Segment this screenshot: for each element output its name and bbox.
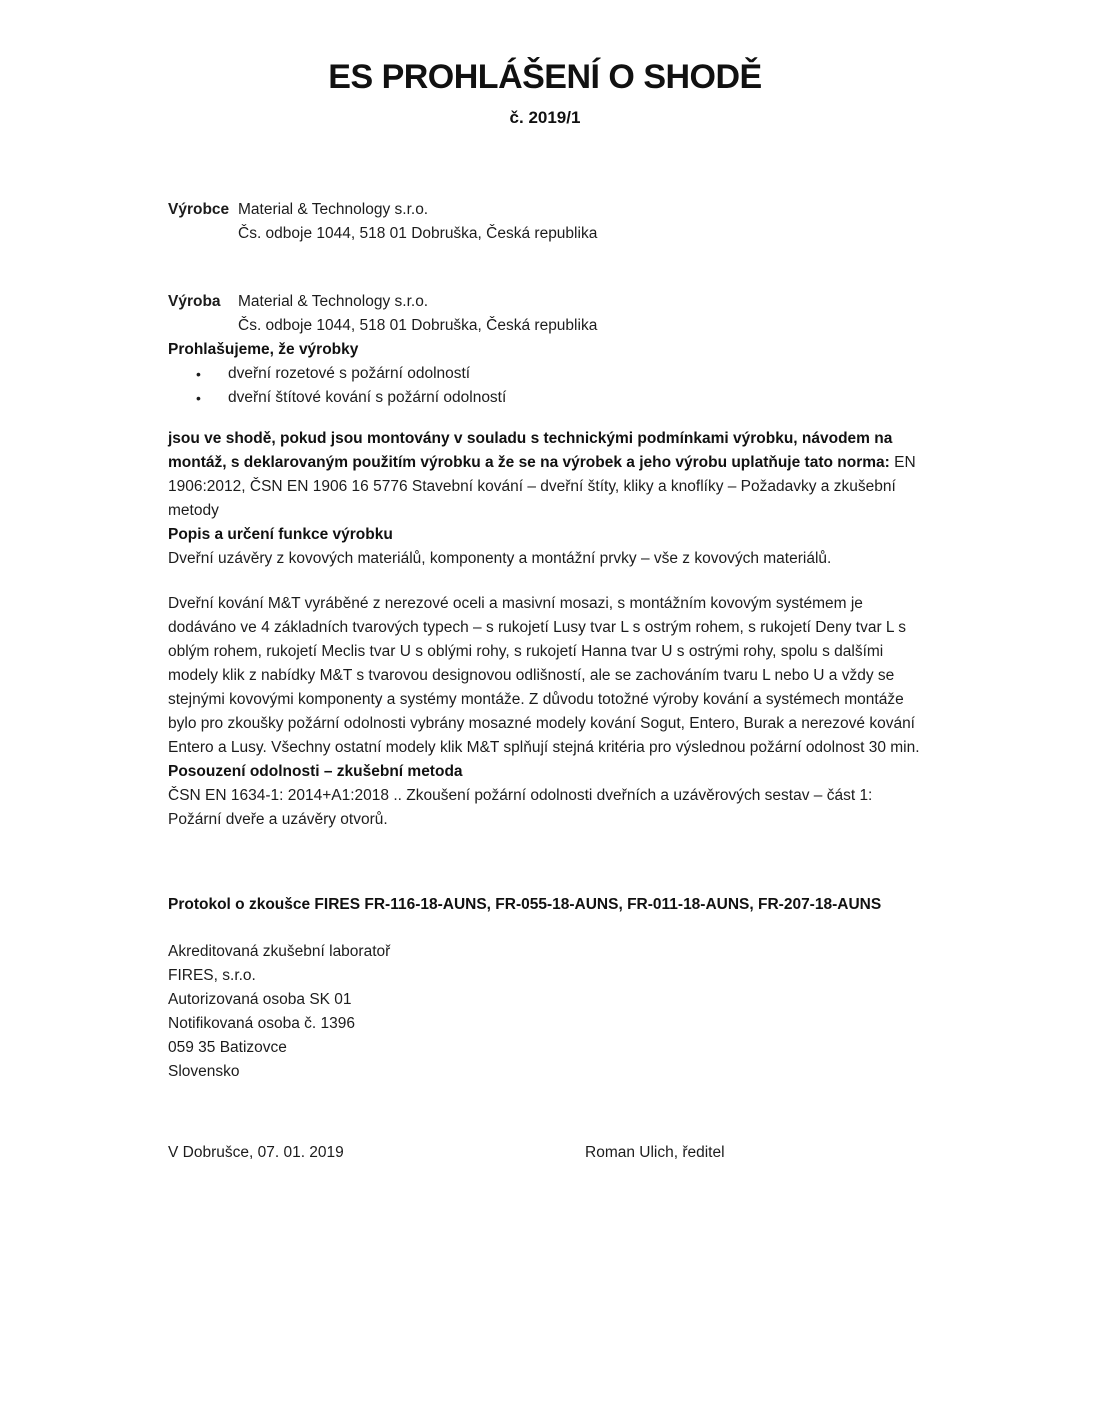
product-item-label: dveřní rozetové s požární odolností — [228, 365, 471, 382]
production-block — [168, 290, 922, 338]
products-list — [168, 362, 922, 410]
assessment-heading: Posouzení odolnosti – zkušební metoda — [168, 763, 463, 780]
manufacturer-address: Čs. odboje 1044, 518 01 Dobruška, Česká republika — [238, 225, 598, 242]
document-number: č. 2019/1 — [509, 108, 581, 127]
list-item — [168, 386, 922, 410]
products-heading: Prohlašujeme, že výrobky — [168, 341, 359, 358]
list-item — [168, 362, 922, 386]
manufacturer-block — [168, 198, 922, 246]
laboratory-line: FIRES, s.r.o. — [168, 967, 256, 984]
production-label: Výroba — [168, 293, 221, 310]
production-value — [238, 290, 597, 338]
conformity-norm-text: EN 1906:2012, ČSN EN 1906 16 5776 Stavební kování – dveřní štíty, kliky a knoflíky – Požadavky a zkušební metody — [168, 454, 916, 519]
production-name: Material & Technology s.r.o. — [238, 293, 429, 310]
document-title: ES PROHLÁŠENÍ O SHODĚ — [328, 58, 762, 96]
product-item-label: dveřní štítové kování s požární odolností — [228, 389, 507, 406]
manufacturer-name: Material & Technology s.r.o. — [238, 201, 429, 218]
laboratory-line: Autorizovaná osoba SK 01 — [168, 991, 352, 1008]
laboratory-line: Notifikovaná osoba č. 1396 — [168, 1015, 355, 1032]
bullet-icon: • — [196, 366, 201, 382]
test-protocol-heading: Protokol o zkoušce FIRES FR-116-18-AUNS, FR-055-18-AUNS, FR-011-18-AUNS, FR-207-18-AUNS — [168, 896, 882, 913]
place-date: V Dobrušce, 07. 01. 2019 — [168, 1144, 344, 1161]
manufacturer-label: Výrobce — [168, 201, 230, 218]
description-detail: Dveřní kování M&T vyráběné z nerezové oceli a masivní mosazi, s montážním kovovým systémem je dodáváno ve 4 základních tvarových typech – s rukojetí Lusy tvar L s ostrým rohem, s rukojetí Deny tvar L s oblým rohem, rukojetí Meclis tvar U s oblými rohy, s rukojetí Hanna tvar U s ostrými rohy, spolu s dalšími modely klik z nabídky M&T s tvarovou designovou odlišností, ale se zachováním tvaru L nebo U a vždy se stejnými kovovými komponenty a systémy montáže. Z důvodu totožné výroby kování a systémech montáže bylo pro zkoušky požární odolnosti vybrány mosazné modely kování Sogut, Entero, Burak a nerezové kování Entero a Lusy. Všechny ostatní modely klik M&T splňují stejná kritéria pro výslednou požární odolnost 30 min. — [168, 595, 920, 756]
conformity-bold-text: jsou ve shodě, pokud jsou montovány v souladu s technickými podmínkami výrobku, návodem na montáž, s deklarovaným použitím výrobku a že se na výrobek a jeho výrobu uplatňuje tato norma: — [168, 430, 893, 471]
laboratory-line: Akreditovaná zkušební laboratoř — [168, 943, 391, 960]
laboratory-line: 059 35 Batizovce — [168, 1039, 287, 1056]
description-heading: Popis a určení funkce výrobku — [168, 526, 393, 543]
conformity-statement — [168, 427, 922, 523]
laboratory-block — [168, 940, 922, 1084]
assessment-text: ČSN EN 1634-1: 2014+A1:2018 .. Zkoušení požární odolnosti dveřních a uzávěrových sestav – část 1: Požární dveře a uzávěry otvorů. — [168, 787, 873, 828]
bullet-icon: • — [196, 390, 201, 406]
production-address: Čs. odboje 1044, 518 01 Dobruška, Česká republika — [238, 317, 598, 334]
laboratory-line: Slovensko — [168, 1063, 240, 1080]
description-summary: Dveřní uzávěry z kovových materiálů, komponenty a montážní prvky – vše z kovových materiálů. — [168, 550, 832, 567]
manufacturer-value — [238, 198, 597, 246]
signature-name: Roman Ulich, ředitel — [585, 1144, 725, 1161]
footer-row — [168, 1141, 922, 1165]
